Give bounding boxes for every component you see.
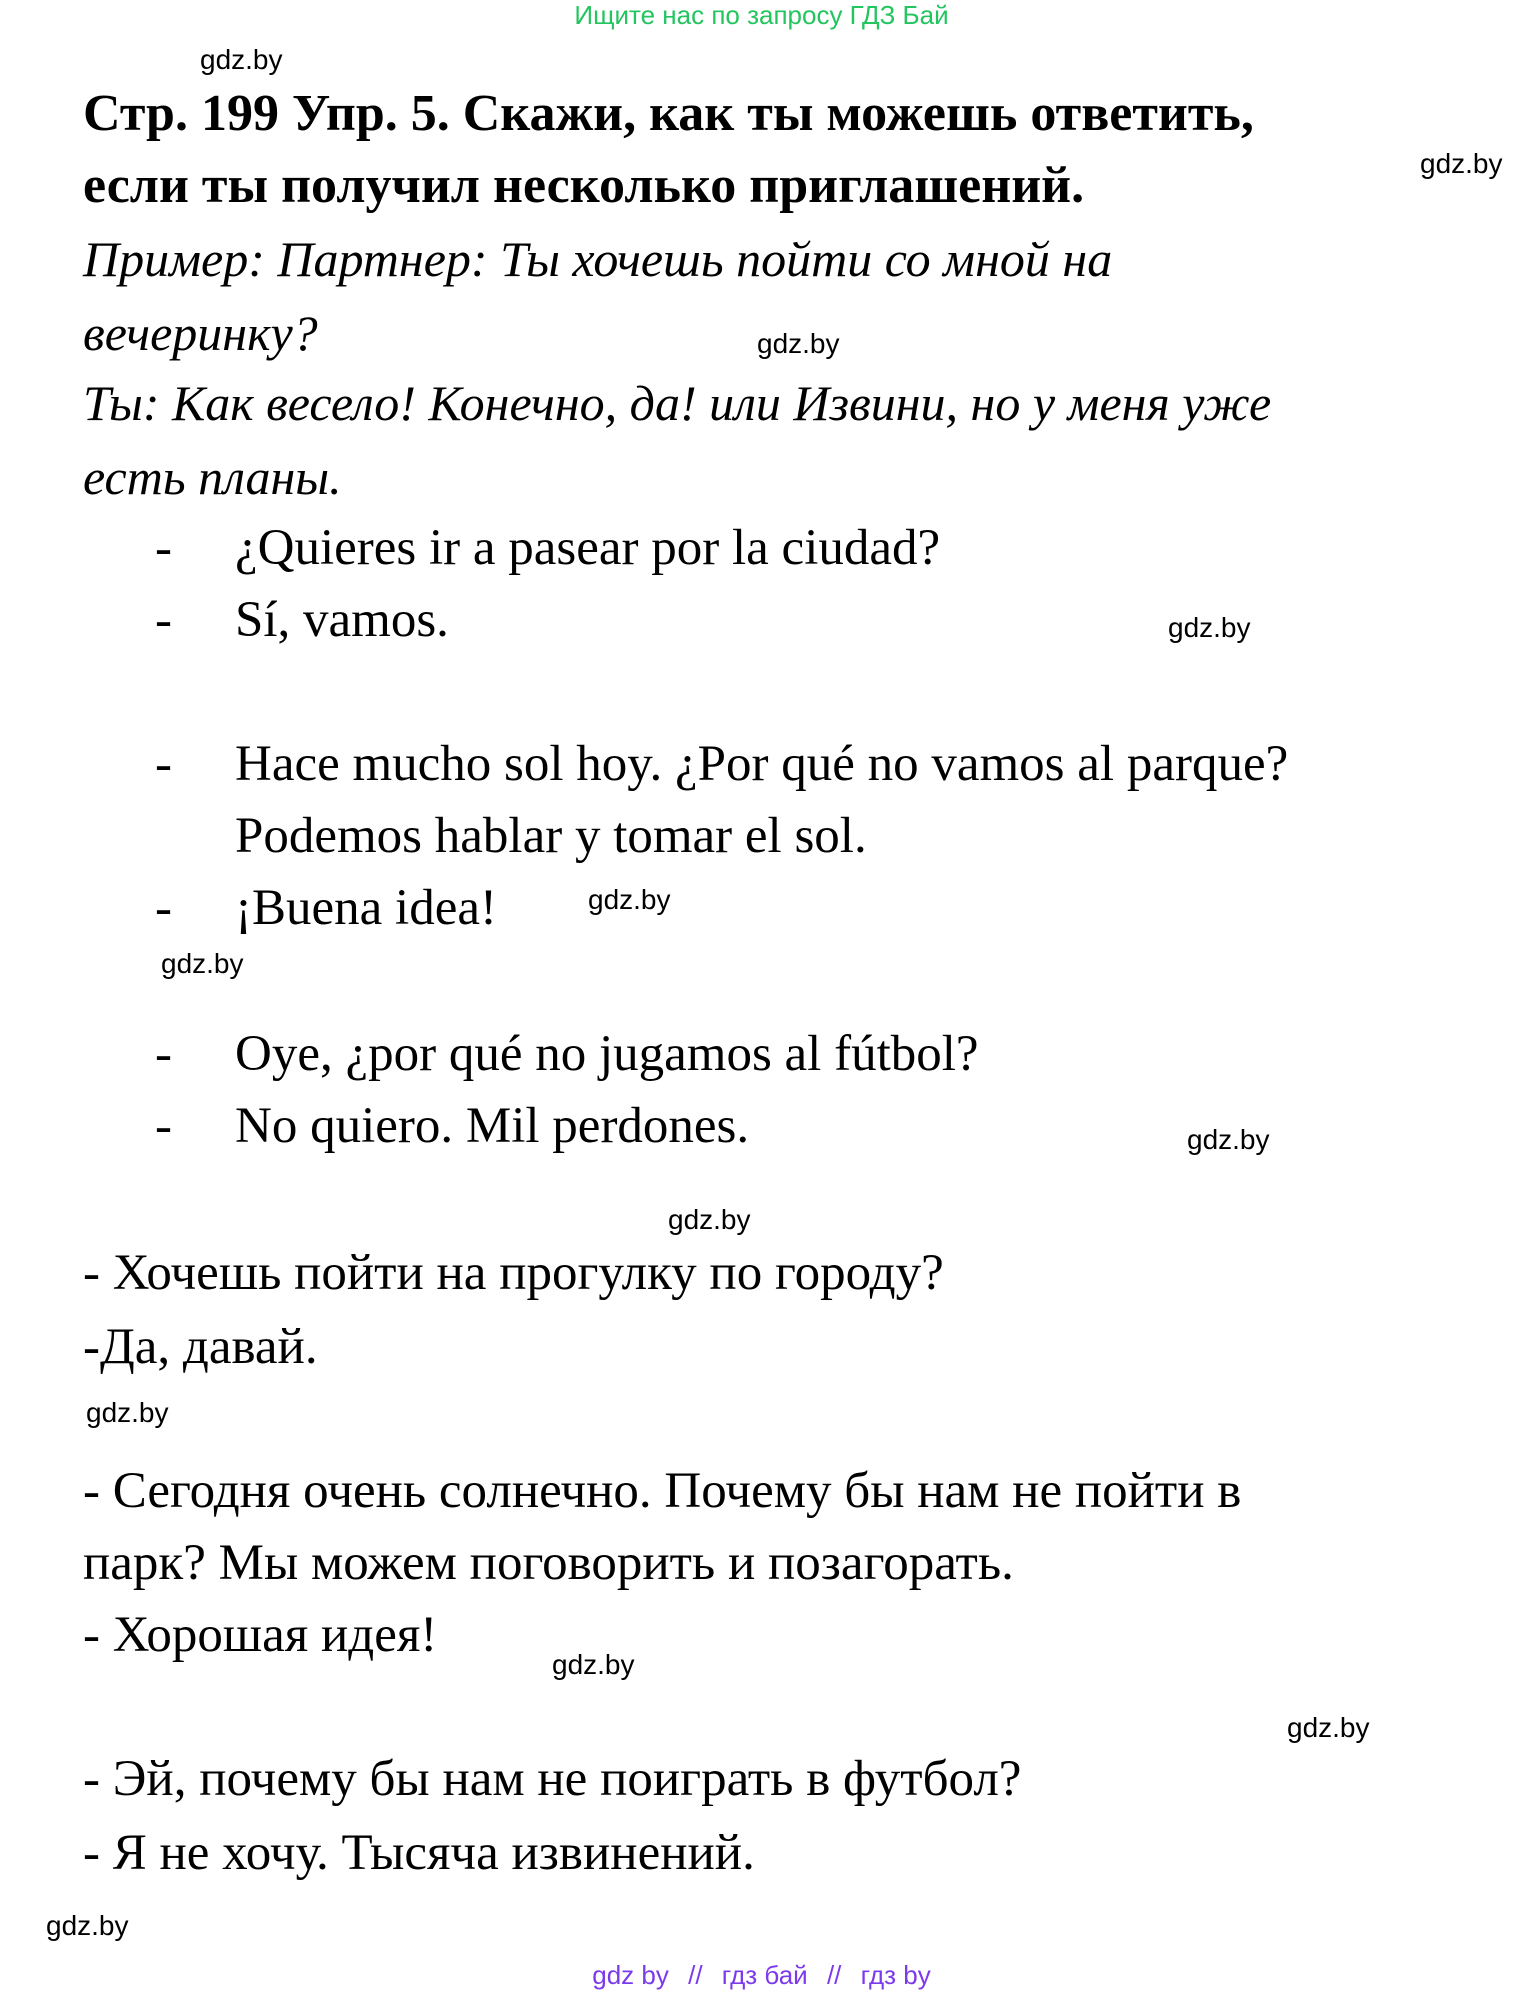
dialog-text: ¡Buena idea! [235,880,497,936]
russian-dialog2-answer: - Хорошая идея! [83,1607,438,1663]
watermark: gdz.by [757,328,840,359]
footer-links [0,1960,1523,1991]
spanish-dialog2-question [0,728,1523,800]
dialog-text: Hace mucho sol hoy. ¿Por qué no vamos al parque? [235,736,1289,792]
russian-dialog1-answer: -Да, давай. [83,1319,318,1375]
russian-dialog2-question-cont: парк? Мы можем поговорить и позагорать. [83,1535,1014,1591]
watermark: gdz.by [1168,612,1251,643]
footer-separator: // [826,1960,842,1990]
footer-link-gdz-bai[interactable]: гдз бай [721,1960,808,1990]
watermark: gdz.by [1287,1712,1370,1743]
russian-dialog3-question: - Эй, почему бы нам не поиграть в футбол? [83,1751,1022,1807]
dash: - [155,592,172,648]
watermark: gdz.by [161,948,244,979]
example-line2: вечеринку? [83,305,318,361]
spanish-dialog3-answer [0,1090,1523,1162]
dialog-text: No quiero. Mil perdones. [235,1098,750,1154]
spanish-dialog1-question [0,512,1523,584]
dash: - [155,520,172,576]
spanish-dialog2-answer [0,872,1523,944]
russian-dialog1-question: - Хочешь пойти на прогулку по городу? [83,1245,944,1301]
example-line1: Пример: Партнер: Ты хочешь пойти со мной на [83,231,1113,287]
dialog-text: Oye, ¿por qué no jugamos al fútbol? [235,1026,979,1082]
dash: - [155,880,172,936]
exercise-title-line2: если ты получил несколько приглашений. [83,157,1085,214]
top-banner[interactable]: Ищите нас по запросу ГДЗ Бай [574,0,949,30]
dash: - [155,736,172,792]
footer-link-gdz-by-ru[interactable]: гдз by [860,1960,931,1990]
watermark: gdz.by [200,44,283,75]
footer-separator: // [688,1960,703,1990]
spanish-dialog2-question-cont [0,800,1523,872]
watermark: gdz.by [588,884,671,915]
dash: - [155,1026,172,1082]
dash: - [155,1098,172,1154]
watermark: gdz.by [86,1397,169,1428]
example-line3: Ты: Как весело! Конечно, да! или Извини, но у меня уже [83,375,1272,431]
watermark: gdz.by [668,1204,751,1235]
dialog-text: ¿Quieres ir a pasear por la ciudad? [235,520,941,576]
russian-dialog3-answer: - Я не хочу. Тысяча извинений. [83,1825,755,1881]
russian-dialog2-question: - Сегодня очень солнечно. Почему бы нам не пойти в [83,1463,1242,1519]
dialog-text: Podemos hablar y tomar el sol. [235,808,867,864]
watermark: gdz.by [1187,1124,1270,1155]
watermark: gdz.by [1420,148,1503,179]
exercise-title-line1: Стр. 199 Упр. 5. Скажи, как ты можешь ответить, [83,85,1254,142]
watermark: gdz.by [46,1910,129,1941]
footer-link-gdz-by[interactable]: gdz by [592,1960,669,1990]
example-line4: есть планы. [83,449,342,505]
dialog-text: Sí, vamos. [235,592,449,648]
watermark: gdz.by [552,1649,635,1680]
spanish-dialog1-answer [0,584,1523,656]
spanish-dialog3-question [0,1018,1523,1090]
